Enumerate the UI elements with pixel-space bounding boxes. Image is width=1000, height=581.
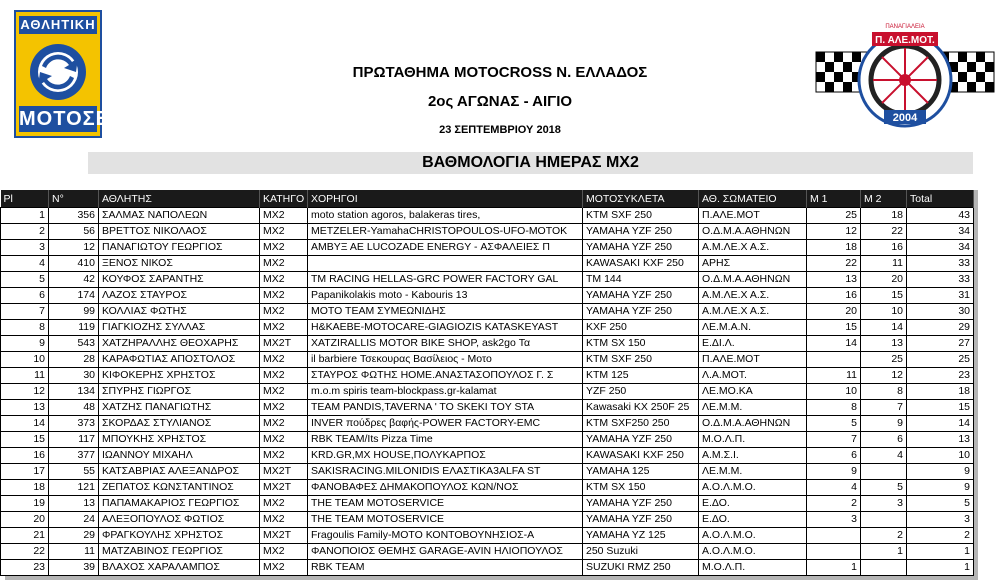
logo-bottom-text: ΜΟΤΟΣΕ (19, 108, 110, 130)
category-cell: MX2 (260, 208, 308, 224)
category-cell: MX2 (260, 448, 308, 464)
motorcycle-cell: YAMAHA YZF 250 (583, 288, 699, 304)
event-date: 23 ΣΕΠΤΕΜΒΡΙΟΥ 2018 (439, 124, 561, 136)
total-cell: 23 (907, 368, 974, 384)
motorcycle-cell: YAMAHA 125 (583, 464, 699, 480)
club-cell: ΑΡΗΣ (699, 256, 807, 272)
athlete-cell: ΞΕΝΟΣ ΝΙΚΟΣ (99, 256, 260, 272)
category-cell: MX2 (260, 384, 308, 400)
motorcycle-cell: KAWASAKI KXF 250 (583, 448, 699, 464)
number-cell: 373 (49, 416, 99, 432)
category-cell: MX2 (260, 256, 308, 272)
total-cell: 34 (907, 224, 974, 240)
athlete-cell: ΛΑΖΟΣ ΣΤΑΥΡΟΣ (99, 288, 260, 304)
number-cell: 99 (49, 304, 99, 320)
athlete-cell: ΒΡΕΤΤΟΣ ΝΙΚΟΛΑΟΣ (99, 224, 260, 240)
sponsors-cell: XATZIRALLIS MOTOR BIKE SHOP, ask2go Τα (308, 336, 583, 352)
number-cell: 56 (49, 224, 99, 240)
column-header: ΚΑΤΗΓΟ (260, 190, 308, 208)
category-cell: MX2 (260, 560, 308, 576)
sponsors-cell: RBK TEAM (308, 560, 583, 576)
table-row (1, 464, 974, 480)
category-cell: MX2 (260, 272, 308, 288)
motorcycle-cell: KTM SXF250 250 (583, 416, 699, 432)
total-cell: 30 (907, 304, 974, 320)
sponsors-cell: H&ΚΑΕΒΕ-MOTOCARE-GIAGIOZIS KATASKEYAST (308, 320, 583, 336)
table-row (1, 304, 974, 320)
place-cell: 4 (1, 256, 49, 272)
table-row (1, 352, 974, 368)
club-cell: Μ.Ο.Λ.Π. (699, 560, 807, 576)
category-cell: MX2 (260, 544, 308, 560)
motorcycle-cell: YAMAHA YZF 250 (583, 512, 699, 528)
logo-top-text: ΑΘΛΗΤΙΚΗ (20, 17, 96, 32)
place-cell: 3 (1, 240, 49, 256)
motorcycle-cell: Kawasaki KX 250F 25 (583, 400, 699, 416)
club-cell: ΛΕ.Μ.Α.Ν. (699, 320, 807, 336)
motorcycle-cell: KXF 250 (583, 320, 699, 336)
column-header: ΧΟΡΗΓΟΙ (308, 190, 583, 208)
column-header: N° (49, 190, 99, 208)
sponsors-cell: METZELER-YamahaCHRISTOPOULOS-UFO-MOTOK (308, 224, 583, 240)
sponsors-cell: INVER πούδρες βαφής-POWER FACTORY-EMC (308, 416, 583, 432)
logo-center-text: Π. ΑΛΕ.ΜΟΤ. (875, 35, 935, 46)
sponsors-cell: ΣΤΑΥΡΟΣ ΦΩΤΗΣ HOME.ΑΝΑΣΤΑΣΟΠΟΥΛΟΣ Γ. Σ (308, 368, 583, 384)
section-banner (88, 152, 973, 174)
club-cell: Α.Μ.ΛΕ.Χ Α.Σ. (699, 304, 807, 320)
column-header: Total (907, 190, 974, 208)
sponsors-cell: moto station agoros, balakeras tires, (308, 208, 583, 224)
banner-title: ΒΑΘΜΟΛΟΓΙΑ ΗΜΕΡΑΣ MX2 (422, 154, 639, 171)
total-cell: 2 (907, 528, 974, 544)
moto2-cell (861, 464, 907, 480)
moto1-cell: 1 (807, 560, 861, 576)
club-cell: Α.Ο.Λ.Μ.Ο. (699, 480, 807, 496)
moto2-cell: 3 (861, 496, 907, 512)
place-cell: 20 (1, 512, 49, 528)
place-cell: 10 (1, 352, 49, 368)
club-cell: ΛΕ.Μ.Μ. (699, 464, 807, 480)
club-cell: Π.ΑΛΕ.ΜΟΤ (699, 352, 807, 368)
moto1-cell: 6 (807, 448, 861, 464)
table-row (1, 432, 974, 448)
number-cell: 24 (49, 512, 99, 528)
place-cell: 1 (1, 208, 49, 224)
moto1-cell: 9 (807, 464, 861, 480)
club-cell: Ε.ΔΟ. (699, 512, 807, 528)
moto1-cell: 11 (807, 368, 861, 384)
category-cell: MX2 (260, 416, 308, 432)
moto1-cell: 4 (807, 480, 861, 496)
total-cell: 25 (907, 352, 974, 368)
moto1-cell: 5 (807, 416, 861, 432)
table-row (1, 288, 974, 304)
category-cell: MX2T (260, 528, 308, 544)
number-cell: 121 (49, 480, 99, 496)
motorcycle-cell: KTM SX 150 (583, 480, 699, 496)
club-cell: Α.Ο.Λ.Μ.Ο. (699, 528, 807, 544)
club-cell: ΛΕ.Μ.Μ. (699, 400, 807, 416)
place-cell: 9 (1, 336, 49, 352)
category-cell: MX2 (260, 368, 308, 384)
total-cell: 9 (907, 464, 974, 480)
number-cell: 356 (49, 208, 99, 224)
club-cell: Μ.Ο.Λ.Π. (699, 432, 807, 448)
number-cell: 377 (49, 448, 99, 464)
column-header: M 2 (861, 190, 907, 208)
athlete-cell: ΦΡΑΓΚΟΥΛΗΣ ΧΡΗΣΤΟΣ (99, 528, 260, 544)
moto1-cell: 3 (807, 512, 861, 528)
number-cell: 11 (49, 544, 99, 560)
club-cell: Α.Μ.ΛΕ.Χ Α.Σ. (699, 240, 807, 256)
table-row (1, 224, 974, 240)
moto1-cell: 22 (807, 256, 861, 272)
sponsors-cell: Papanikolakis moto - Kabouris 13 (308, 288, 583, 304)
total-cell: 9 (907, 480, 974, 496)
athlete-cell: ΚΙΦΟΚΕΡΗΣ ΧΡΗΣΤΟΣ (99, 368, 260, 384)
place-cell: 21 (1, 528, 49, 544)
sponsors-cell: TEAM PANDIS,TAVERNA ' TO SKEKI TOY STA (308, 400, 583, 416)
place-cell: 23 (1, 560, 49, 576)
category-cell: MX2 (260, 224, 308, 240)
moto2-cell: 8 (861, 384, 907, 400)
athlete-cell: ΚΑΤΣΑΒΡΙΑΣ ΑΛΕΞΑΝΔΡΟΣ (99, 464, 260, 480)
moto1-cell: 14 (807, 336, 861, 352)
athlete-cell: ΓΙΑΓΚΙΟΖΗΣ ΣΥΛΛΑΣ (99, 320, 260, 336)
club-cell: Π.ΑΛΕ.ΜΟΤ (699, 208, 807, 224)
club-cell: Ε.ΔΟ. (699, 496, 807, 512)
moto1-cell: 2 (807, 496, 861, 512)
number-cell: 48 (49, 400, 99, 416)
motorcycle-cell: YAMAHA YZF 250 (583, 240, 699, 256)
category-cell: MX2 (260, 512, 308, 528)
motorcycle-cell: YAMAHA YZ 125 (583, 528, 699, 544)
place-cell: 11 (1, 368, 49, 384)
moto2-cell: 16 (861, 240, 907, 256)
moto2-cell: 18 (861, 208, 907, 224)
athlete-cell: ΠΑΠΑΜΑΚΑΡΙΟΣ ΓΕΩΡΓΙΟΣ (99, 496, 260, 512)
total-cell: 14 (907, 416, 974, 432)
place-cell: 6 (1, 288, 49, 304)
table-row (1, 320, 974, 336)
number-cell: 543 (49, 336, 99, 352)
athlete-cell: ΖΕΠΑΤΟΣ ΚΩΝΣΤΑΝΤΙΝΟΣ (99, 480, 260, 496)
motorcycle-cell: 250 Suzuki (583, 544, 699, 560)
total-cell: 43 (907, 208, 974, 224)
moto2-cell (861, 560, 907, 576)
sponsors-cell: SAKISRACING.MILONIDIS ΕΛΑΣΤΙΚΑ3ALFA ST (308, 464, 583, 480)
table-row (1, 384, 974, 400)
sponsors-cell: ΦΑΝΟΒΑΦΕΣ ΔΗΜΑΚΟΠΟΥΛΟΣ ΚΩΝ/ΝΟΣ (308, 480, 583, 496)
motorcycle-cell: TM 144 (583, 272, 699, 288)
column-header: Pl (1, 190, 49, 208)
moto1-cell: 8 (807, 400, 861, 416)
number-cell: 134 (49, 384, 99, 400)
moto2-cell: 6 (861, 432, 907, 448)
place-cell: 22 (1, 544, 49, 560)
club-cell: Ε.ΔΙ.Λ. (699, 336, 807, 352)
athlete-cell: ΣΠΥΡΗΣ ΓΙΩΡΓΟΣ (99, 384, 260, 400)
place-cell: 17 (1, 464, 49, 480)
table-row (1, 208, 974, 224)
total-cell: 31 (907, 288, 974, 304)
place-cell: 14 (1, 416, 49, 432)
athlete-cell: ΜΑΤΖΑΒΙΝΟΣ ΓΕΩΡΓΙΟΣ (99, 544, 260, 560)
motorcycle-cell: YAMAHA YZF 250 (583, 432, 699, 448)
motorcycle-cell: YAMAHA YZF 250 (583, 496, 699, 512)
total-cell: 1 (907, 560, 974, 576)
table-row (1, 256, 974, 272)
place-cell: 5 (1, 272, 49, 288)
moto1-cell: 13 (807, 272, 861, 288)
athlete-cell: ΚΟΥΦΟΣ ΣΑΡΑΝΤΗΣ (99, 272, 260, 288)
moto2-cell: 14 (861, 320, 907, 336)
moto1-cell: 25 (807, 208, 861, 224)
number-cell: 30 (49, 368, 99, 384)
table-row (1, 272, 974, 288)
moto1-cell: 20 (807, 304, 861, 320)
total-cell: 27 (907, 336, 974, 352)
category-cell: MX2T (260, 336, 308, 352)
table-row (1, 512, 974, 528)
number-cell: 174 (49, 288, 99, 304)
number-cell: 13 (49, 496, 99, 512)
results-table-wrap (0, 190, 973, 576)
athlete-cell: ΜΠΟΥΚΗΣ ΧΡΗΣΤΟΣ (99, 432, 260, 448)
total-cell: 15 (907, 400, 974, 416)
sponsors-cell: RBK TEAM/Its Pizza Time (308, 432, 583, 448)
page-title: ΠΡΩΤΑΘΗΜΑ MOTOCROSS Ν. ΕΛΛΑΔΟΣ (352, 64, 648, 81)
moto1-cell: 10 (807, 384, 861, 400)
athlete-cell: ΧΑΤΖΗΡΑΛΛΗΣ ΘΕΟΧΑΡΗΣ (99, 336, 260, 352)
place-cell: 8 (1, 320, 49, 336)
number-cell: 410 (49, 256, 99, 272)
moto2-cell: 15 (861, 288, 907, 304)
motorcycle-cell: YZF 250 (583, 384, 699, 400)
category-cell: MX2 (260, 288, 308, 304)
sponsors-cell (308, 256, 583, 272)
table-body (1, 208, 974, 576)
motorcycle-cell: KTM SXF 250 (583, 352, 699, 368)
place-cell: 15 (1, 432, 49, 448)
number-cell: 42 (49, 272, 99, 288)
moto2-cell: 1 (861, 544, 907, 560)
moto1-cell: 18 (807, 240, 861, 256)
table-row (1, 336, 974, 352)
number-cell: 119 (49, 320, 99, 336)
motorcycle-cell: KTM 125 (583, 368, 699, 384)
athlete-cell: ΣΑΛΜΑΣ ΝΑΠΟΛΕΩΝ (99, 208, 260, 224)
athlete-cell: ΠΑΝΑΓΙΩΤΟΥ ΓΕΩΡΓΙΟΣ (99, 240, 260, 256)
category-cell: MX2 (260, 400, 308, 416)
moto2-cell: 5 (861, 480, 907, 496)
place-cell: 13 (1, 400, 49, 416)
category-cell: MX2 (260, 240, 308, 256)
table-shadow-bottom (5, 576, 978, 580)
number-cell: 12 (49, 240, 99, 256)
table-header-row (1, 190, 974, 208)
sponsors-cell: il barbiere Τσεκουρας Βασίλειος - Μοτο (308, 352, 583, 368)
athlete-cell: ΒΛΑΧΟΣ ΧΑΡΑΛΑΜΠΟΣ (99, 560, 260, 576)
table-row (1, 544, 974, 560)
athlete-cell: ΚΑΡΑΦΩΤΙΑΣ ΑΠΟΣΤΟΛΟΣ (99, 352, 260, 368)
sponsors-cell: THE TEAM MOTOSERVICE (308, 496, 583, 512)
category-cell: MX2 (260, 320, 308, 336)
results-table (0, 190, 974, 576)
athlete-cell: ΚΟΛΛΙΑΣ ΦΩΤΗΣ (99, 304, 260, 320)
sponsors-cell: MOTO TEAM ΣΥΜΕΩΝΙΔΗΣ (308, 304, 583, 320)
sponsors-cell: m.o.m spiris team-blockpass.gr-kalamat (308, 384, 583, 400)
moto2-cell: 9 (861, 416, 907, 432)
moto2-cell: 12 (861, 368, 907, 384)
place-cell: 12 (1, 384, 49, 400)
table-row (1, 528, 974, 544)
club-cell: Α.Μ.Σ.Ι. (699, 448, 807, 464)
total-cell: 13 (907, 432, 974, 448)
club-cell: Ο.Δ.Μ.Α.ΑΘΗΝΩΝ (699, 416, 807, 432)
moto2-cell: 13 (861, 336, 907, 352)
motorcycle-cell: KTM SX 150 (583, 336, 699, 352)
moto2-cell: 22 (861, 224, 907, 240)
number-cell: 39 (49, 560, 99, 576)
table-row (1, 400, 974, 416)
category-cell: MX2T (260, 480, 308, 496)
total-cell: 5 (907, 496, 974, 512)
number-cell: 55 (49, 464, 99, 480)
moto2-cell: 7 (861, 400, 907, 416)
total-cell: 3 (907, 512, 974, 528)
column-header: M 1 (807, 190, 861, 208)
athlete-cell: ΑΛΕΞΟΠΟΥΛΟΣ ΦΩΤΙΟΣ (99, 512, 260, 528)
moto2-cell: 11 (861, 256, 907, 272)
number-cell: 28 (49, 352, 99, 368)
table-row (1, 480, 974, 496)
category-cell: MX2T (260, 464, 308, 480)
total-cell: 33 (907, 256, 974, 272)
motorcycle-cell: SUZUKI RMZ 250 (583, 560, 699, 576)
motorcycle-cell: YAMAHA YZF 250 (583, 304, 699, 320)
moto2-cell: 10 (861, 304, 907, 320)
moto1-cell (807, 352, 861, 368)
place-cell: 16 (1, 448, 49, 464)
motorcycle-cell: KTM SXF 250 (583, 208, 699, 224)
moto1-cell (807, 528, 861, 544)
category-cell: MX2 (260, 352, 308, 368)
sponsors-cell: KRD.GR,MX HOUSE,ΠΟΛΥΚΑΡΠΟΣ (308, 448, 583, 464)
table-row (1, 448, 974, 464)
club-cell: Α.Ο.Λ.Μ.Ο. (699, 544, 807, 560)
motorcycle-cell: YAMAHA YZF 250 (583, 224, 699, 240)
moto2-cell: 2 (861, 528, 907, 544)
total-cell: 34 (907, 240, 974, 256)
sponsors-cell: TM RACING HELLAS-GRC POWER FACTORY GAL (308, 272, 583, 288)
sponsors-cell: ΦΑΝΟΠΟΙΟΣ ΘΕΜΗΣ GARAGE-AVIN ΗΛΙΟΠΟΥΛΟΣ (308, 544, 583, 560)
column-header: ΑΘ. ΣΩΜΑΤΕΙΟ (699, 190, 807, 208)
place-cell: 2 (1, 224, 49, 240)
table-row (1, 416, 974, 432)
club-cell: Λ.Α.ΜΟΤ. (699, 368, 807, 384)
total-cell: 29 (907, 320, 974, 336)
category-cell: MX2 (260, 304, 308, 320)
table-row (1, 368, 974, 384)
moto2-cell: 20 (861, 272, 907, 288)
table-row (1, 240, 974, 256)
category-cell: MX2 (260, 432, 308, 448)
athlete-cell: ΧΑΤΖΗΣ ΠΑΝΑΓΙΩΤΗΣ (99, 400, 260, 416)
place-cell: 7 (1, 304, 49, 320)
moto2-cell: 4 (861, 448, 907, 464)
club-cell: Ο.Δ.Μ.Α.ΑΘΗΝΩΝ (699, 224, 807, 240)
column-header: ΜΟΤΟΣΥΚΛΕΤΑ (583, 190, 699, 208)
moto1-cell: 16 (807, 288, 861, 304)
total-cell: 18 (907, 384, 974, 400)
sponsors-cell: ΑΜΒΥΞ ΑΕ LUCOZADE ENERGY - ΑΣΦΑΛΕΙΕΣ Π (308, 240, 583, 256)
total-cell: 33 (907, 272, 974, 288)
table-row (1, 496, 974, 512)
moto1-cell: 7 (807, 432, 861, 448)
number-cell: 117 (49, 432, 99, 448)
logo-year-text: 2004 (892, 112, 918, 124)
moto2-cell (861, 512, 907, 528)
motorcycle-cell: KAWASAKI KXF 250 (583, 256, 699, 272)
sponsors-cell: THE TEAM MOTOSERVICE (308, 512, 583, 528)
total-cell: 10 (907, 448, 974, 464)
page-subtitle: 2ος ΑΓΩΝΑΣ - ΑΙΓΙΟ (427, 93, 573, 110)
place-cell: 18 (1, 480, 49, 496)
moto2-cell: 25 (861, 352, 907, 368)
athlete-cell: ΣΚΟΡΔΑΣ ΣΤΥΛΙΑΝΟΣ (99, 416, 260, 432)
sponsors-cell: Fragoulis Family-ΜΟΤΟ ΚΟΝΤΟΒΟΥΝΗΣΙΟΣ-Α (308, 528, 583, 544)
logo-top-text: ΠΑΝΑΓΙΑΛΕΙΑ (885, 24, 925, 30)
number-cell: 29 (49, 528, 99, 544)
column-header: ΑΘΛΗΤΗΣ (99, 190, 260, 208)
category-cell: MX2 (260, 496, 308, 512)
athlete-cell: ΙΩΑΝΝΟΥ ΜΙΧΑΗΛ (99, 448, 260, 464)
club-cell: ΛΕ.ΜΟ.ΚΑ (699, 384, 807, 400)
club-cell: Ο.Δ.Μ.Α.ΑΘΗΝΩΝ (699, 272, 807, 288)
total-cell: 1 (907, 544, 974, 560)
moto1-cell: 15 (807, 320, 861, 336)
place-cell: 19 (1, 496, 49, 512)
moto1-cell (807, 544, 861, 560)
table-row (1, 560, 974, 576)
moto1-cell: 12 (807, 224, 861, 240)
club-cell: Α.Μ.ΛΕ.Χ Α.Σ. (699, 288, 807, 304)
